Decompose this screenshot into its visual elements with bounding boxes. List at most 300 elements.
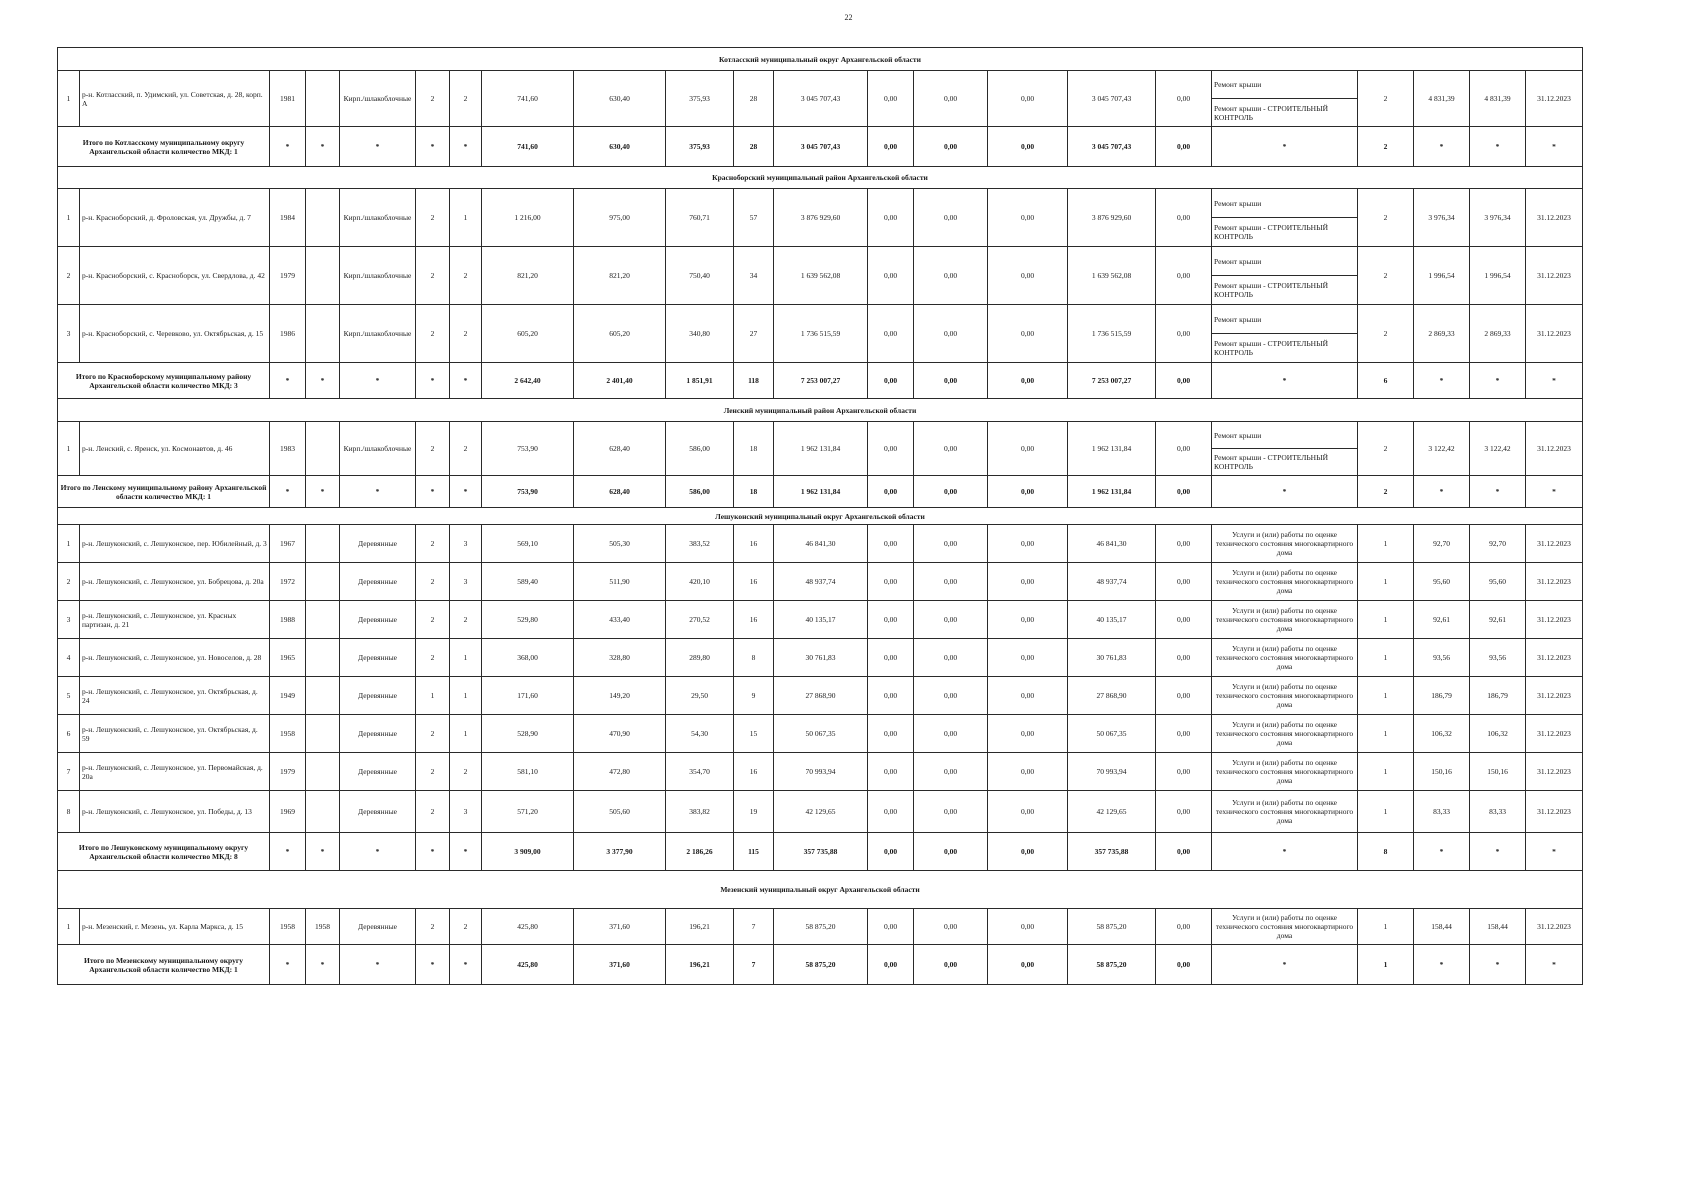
section-title: Ленский муниципальный район Архангельской области [58, 399, 1583, 422]
cell-max-cost: 158,44 [1470, 909, 1526, 945]
cell-year2 [306, 71, 340, 127]
star-cell: * [1212, 833, 1358, 871]
address-cell: р-н. Красноборский, с. Черевково, ул. Октябрьская, д. 15 [80, 305, 270, 363]
address-cell: р-н. Ленский, с. Яренск, ул. Космонавтов, д. 46 [80, 422, 270, 476]
cell-max-cost: 150,16 [1470, 753, 1526, 791]
cell-f1: 0,00 [868, 305, 914, 363]
cell-cost: 1 962 131,84 [774, 422, 868, 476]
cell-wall: Деревянные [340, 909, 416, 945]
cell-f1: 0,00 [868, 525, 914, 563]
star-cell: * [306, 127, 340, 167]
cell-own: 48 937,74 [1068, 563, 1156, 601]
star-cell: * [416, 476, 450, 508]
cell-entr: 2 [450, 305, 482, 363]
cell-total_area: 741,60 [482, 71, 574, 127]
total-f3: 0,00 [988, 127, 1068, 167]
total-total_area: 753,90 [482, 476, 574, 508]
total-f1: 0,00 [868, 363, 914, 399]
cell-year2 [306, 247, 340, 305]
works-cell [1212, 247, 1358, 305]
star-cell: * [1470, 476, 1526, 508]
star-cell: * [1470, 127, 1526, 167]
cell-cost: 40 135,17 [774, 601, 868, 639]
cell-f4: 0,00 [1156, 189, 1212, 247]
total-label: Итого по Красноборскому муниципальному району Архангельской области количество МКД: 3 [58, 363, 270, 399]
address-cell: р-н. Котласский, п. Удимский, ул. Советская, д. 28, корп. А [80, 71, 270, 127]
cell-wall: Деревянные [340, 715, 416, 753]
cell-f4: 0,00 [1156, 71, 1212, 127]
total-row [58, 363, 1583, 399]
cell-f1: 0,00 [868, 677, 914, 715]
cell-f1: 0,00 [868, 639, 914, 677]
cell-cost: 1 639 562,08 [774, 247, 868, 305]
cell-area_res: 29,50 [666, 677, 734, 715]
total-total_area: 3 909,00 [482, 833, 574, 871]
section-header-row [58, 167, 1583, 189]
cell-max-cost: 95,60 [1470, 563, 1526, 601]
star-cell: * [270, 945, 306, 985]
cell-floors: 2 [416, 601, 450, 639]
cell-unit-cost: 4 831,39 [1414, 71, 1470, 127]
star-cell: * [416, 127, 450, 167]
cell-f4: 0,00 [1156, 715, 1212, 753]
cell-f2: 0,00 [914, 639, 988, 677]
cell-wall: Кирп./шлакоблочные [340, 71, 416, 127]
cell-units: 2 [1358, 422, 1414, 476]
star-cell: * [306, 945, 340, 985]
cell-unit-cost: 3 976,34 [1414, 189, 1470, 247]
cell-total_area: 569,10 [482, 525, 574, 563]
star-cell: * [270, 476, 306, 508]
cell-cost: 30 761,83 [774, 639, 868, 677]
star-cell: * [1414, 363, 1470, 399]
works-cell [1212, 909, 1358, 945]
cell-entr: 1 [450, 677, 482, 715]
cell-f1: 0,00 [868, 753, 914, 791]
cell-own: 27 868,90 [1068, 677, 1156, 715]
row-number: 3 [58, 305, 80, 363]
work-type: Ремонт крыши - СТРОИТЕЛЬНЫЙ КОНТРОЛЬ [1212, 333, 1357, 362]
cell-date: 31.12.2023 [1526, 247, 1583, 305]
work-type: Услуги и (или) работы по оценке технического состояния многоквартирного дома [1215, 606, 1354, 633]
cell-area_res: 289,80 [666, 639, 734, 677]
cell-people: 18 [734, 422, 774, 476]
cell-f2: 0,00 [914, 305, 988, 363]
cell-entr: 2 [450, 753, 482, 791]
total-f4: 0,00 [1156, 476, 1212, 508]
cell-max-cost: 186,79 [1470, 677, 1526, 715]
cell-area_all: 511,90 [574, 563, 666, 601]
cell-f4: 0,00 [1156, 247, 1212, 305]
cell-unit-cost: 93,56 [1414, 639, 1470, 677]
section-header-row [58, 871, 1583, 909]
cell-entr: 1 [450, 189, 482, 247]
star-cell: * [1470, 945, 1526, 985]
cell-f3: 0,00 [988, 753, 1068, 791]
work-type: Услуги и (или) работы по оценке технического состояния многоквартирного дома [1215, 913, 1354, 940]
cell-max-cost: 4 831,39 [1470, 71, 1526, 127]
total-area_res: 2 186,26 [666, 833, 734, 871]
total-f2: 0,00 [914, 127, 988, 167]
star-cell: * [1414, 833, 1470, 871]
cell-units: 1 [1358, 909, 1414, 945]
cell-total_area: 589,40 [482, 563, 574, 601]
star-cell: * [416, 833, 450, 871]
cell-area_all: 470,90 [574, 715, 666, 753]
cell-year2 [306, 639, 340, 677]
cell-f3: 0,00 [988, 305, 1068, 363]
cell-year: 1983 [270, 422, 306, 476]
cell-max-cost: 3 122,42 [1470, 422, 1526, 476]
cell-date: 31.12.2023 [1526, 677, 1583, 715]
total-units: 8 [1358, 833, 1414, 871]
cell-people: 7 [734, 909, 774, 945]
cell-date: 31.12.2023 [1526, 525, 1583, 563]
cell-year2 [306, 753, 340, 791]
row-number: 5 [58, 677, 80, 715]
row-number: 4 [58, 639, 80, 677]
cell-area_res: 383,52 [666, 525, 734, 563]
work-type: Услуги и (или) работы по оценке технического состояния многоквартирного дома [1215, 758, 1354, 785]
work-type: Ремонт крыши [1214, 80, 1262, 89]
total-f4: 0,00 [1156, 127, 1212, 167]
total-total_area: 425,80 [482, 945, 574, 985]
total-total_area: 741,60 [482, 127, 574, 167]
cell-cost: 50 067,35 [774, 715, 868, 753]
cell-f2: 0,00 [914, 247, 988, 305]
total-f3: 0,00 [988, 476, 1068, 508]
cell-entr: 2 [450, 601, 482, 639]
cell-wall: Кирп./шлакоблочные [340, 422, 416, 476]
address-cell: р-н. Лешуконский, с. Лешуконское, ул. Победы, д. 13 [80, 791, 270, 833]
total-row [58, 945, 1583, 985]
star-cell: * [340, 476, 416, 508]
section-header-row [58, 399, 1583, 422]
cell-f1: 0,00 [868, 791, 914, 833]
cell-area_all: 505,30 [574, 525, 666, 563]
address-cell: р-н. Красноборский, д. Фроловская, ул. Дружбы, д. 7 [80, 189, 270, 247]
row-number: 7 [58, 753, 80, 791]
total-f2: 0,00 [914, 363, 988, 399]
total-f1: 0,00 [868, 127, 914, 167]
star-cell: * [1414, 945, 1470, 985]
total-units: 2 [1358, 127, 1414, 167]
cell-area_res: 586,00 [666, 422, 734, 476]
cell-area_all: 630,40 [574, 71, 666, 127]
star-cell: * [450, 945, 482, 985]
cell-f4: 0,00 [1156, 563, 1212, 601]
cell-year2 [306, 563, 340, 601]
cell-people: 15 [734, 715, 774, 753]
cell-f1: 0,00 [868, 189, 914, 247]
work-type: Ремонт крыши [1214, 314, 1262, 324]
total-f1: 0,00 [868, 476, 914, 508]
cell-floors: 2 [416, 753, 450, 791]
cell-units: 1 [1358, 791, 1414, 833]
cell-floors: 1 [416, 677, 450, 715]
section-title: Красноборский муниципальный район Архангельской области [58, 167, 1583, 189]
total-cost: 7 253 007,27 [774, 363, 868, 399]
works-cell [1212, 753, 1358, 791]
cell-wall: Деревянные [340, 601, 416, 639]
cell-units: 2 [1358, 71, 1414, 127]
cell-people: 28 [734, 71, 774, 127]
cell-year: 1967 [270, 525, 306, 563]
table-row [58, 563, 1583, 601]
cell-f4: 0,00 [1156, 422, 1212, 476]
works-cell [1212, 715, 1358, 753]
section-header-row [58, 48, 1583, 71]
cell-f2: 0,00 [914, 791, 988, 833]
row-number: 8 [58, 791, 80, 833]
cell-area_all: 975,00 [574, 189, 666, 247]
cell-area_res: 375,93 [666, 71, 734, 127]
table-row [58, 422, 1583, 476]
cell-total_area: 1 216,00 [482, 189, 574, 247]
cell-f1: 0,00 [868, 909, 914, 945]
total-row [58, 127, 1583, 167]
cell-f3: 0,00 [988, 677, 1068, 715]
cell-max-cost: 93,56 [1470, 639, 1526, 677]
cell-unit-cost: 186,79 [1414, 677, 1470, 715]
table-row [58, 909, 1583, 945]
address-cell: р-н. Лешуконский, с. Лешуконское, пер. Юбилейный, д. 3 [80, 525, 270, 563]
star-cell: * [270, 127, 306, 167]
row-number: 3 [58, 601, 80, 639]
total-f3: 0,00 [988, 945, 1068, 985]
total-people: 115 [734, 833, 774, 871]
cell-units: 1 [1358, 677, 1414, 715]
star-cell: * [306, 833, 340, 871]
total-area_all: 2 401,40 [574, 363, 666, 399]
total-area_res: 1 851,91 [666, 363, 734, 399]
star-cell: * [1212, 363, 1358, 399]
cell-wall: Деревянные [340, 563, 416, 601]
cell-date: 31.12.2023 [1526, 563, 1583, 601]
cell-f4: 0,00 [1156, 525, 1212, 563]
cell-unit-cost: 158,44 [1414, 909, 1470, 945]
total-area_res: 586,00 [666, 476, 734, 508]
total-f2: 0,00 [914, 833, 988, 871]
star-cell: * [450, 127, 482, 167]
cell-area_all: 628,40 [574, 422, 666, 476]
works-cell [1212, 305, 1358, 363]
cell-date: 31.12.2023 [1526, 909, 1583, 945]
cell-cost: 58 875,20 [774, 909, 868, 945]
cell-year: 1949 [270, 677, 306, 715]
cell-f2: 0,00 [914, 677, 988, 715]
cell-max-cost: 106,32 [1470, 715, 1526, 753]
capital-repair-table [57, 47, 1583, 985]
cell-unit-cost: 3 122,42 [1414, 422, 1470, 476]
cell-max-cost: 2 869,33 [1470, 305, 1526, 363]
section-title: Лешуконский муниципальный округ Архангельской области [58, 508, 1583, 525]
cell-units: 2 [1358, 247, 1414, 305]
table-row [58, 601, 1583, 639]
star-cell: * [1212, 945, 1358, 985]
star-cell: * [270, 833, 306, 871]
cell-f2: 0,00 [914, 189, 988, 247]
work-type: Услуги и (или) работы по оценке технического состояния многоквартирного дома [1215, 682, 1354, 709]
star-cell: * [1414, 476, 1470, 508]
total-row [58, 833, 1583, 871]
total-f2: 0,00 [914, 945, 988, 985]
cell-floors: 2 [416, 189, 450, 247]
cell-floors: 2 [416, 305, 450, 363]
cell-f1: 0,00 [868, 563, 914, 601]
cell-date: 31.12.2023 [1526, 601, 1583, 639]
cell-date: 31.12.2023 [1526, 305, 1583, 363]
cell-floors: 2 [416, 563, 450, 601]
table-body [58, 48, 1583, 985]
cell-floors: 2 [416, 791, 450, 833]
cell-people: 16 [734, 525, 774, 563]
work-type: Ремонт крыши - СТРОИТЕЛЬНЫЙ КОНТРОЛЬ [1212, 275, 1357, 304]
cell-area_all: 433,40 [574, 601, 666, 639]
cell-cost: 70 993,94 [774, 753, 868, 791]
cell-unit-cost: 150,16 [1414, 753, 1470, 791]
table-row [58, 753, 1583, 791]
total-f3: 0,00 [988, 833, 1068, 871]
cell-entr: 2 [450, 909, 482, 945]
cell-units: 2 [1358, 305, 1414, 363]
cell-f3: 0,00 [988, 525, 1068, 563]
row-number: 1 [58, 909, 80, 945]
row-number: 1 [58, 525, 80, 563]
total-f4: 0,00 [1156, 363, 1212, 399]
cell-f1: 0,00 [868, 715, 914, 753]
cell-people: 16 [734, 563, 774, 601]
cell-cost: 48 937,74 [774, 563, 868, 601]
cell-year2 [306, 677, 340, 715]
cell-area_res: 760,71 [666, 189, 734, 247]
cell-wall: Деревянные [340, 677, 416, 715]
star-cell: * [416, 363, 450, 399]
cell-units: 1 [1358, 601, 1414, 639]
cell-wall: Деревянные [340, 639, 416, 677]
cell-f3: 0,00 [988, 247, 1068, 305]
cell-area_all: 472,80 [574, 753, 666, 791]
cell-f3: 0,00 [988, 422, 1068, 476]
star-cell: * [1414, 127, 1470, 167]
total-area_all: 3 377,90 [574, 833, 666, 871]
total-f4: 0,00 [1156, 945, 1212, 985]
total-units: 2 [1358, 476, 1414, 508]
table-row [58, 715, 1583, 753]
total-area_all: 371,60 [574, 945, 666, 985]
star-cell: * [1526, 945, 1583, 985]
total-area_all: 630,40 [574, 127, 666, 167]
star-cell: * [340, 127, 416, 167]
star-cell: * [306, 363, 340, 399]
cell-entr: 3 [450, 525, 482, 563]
work-type: Ремонт крыши [1214, 430, 1262, 440]
cell-f2: 0,00 [914, 525, 988, 563]
total-f3: 0,00 [988, 363, 1068, 399]
cell-year: 1958 [270, 909, 306, 945]
address-cell: р-н. Лешуконский, с. Лешуконское, ул. Первомайская, д. 20а [80, 753, 270, 791]
cell-f2: 0,00 [914, 601, 988, 639]
cell-total_area: 821,20 [482, 247, 574, 305]
cell-unit-cost: 2 869,33 [1414, 305, 1470, 363]
cell-units: 1 [1358, 715, 1414, 753]
cell-area_all: 505,60 [574, 791, 666, 833]
table-row [58, 639, 1583, 677]
star-cell: * [1470, 833, 1526, 871]
cell-max-cost: 92,70 [1470, 525, 1526, 563]
cell-total_area: 171,60 [482, 677, 574, 715]
star-cell: * [416, 945, 450, 985]
cell-date: 31.12.2023 [1526, 639, 1583, 677]
total-label: Итого по Ленскому муниципальному району Архангельской области количество МКД: 1 [58, 476, 270, 508]
cell-f3: 0,00 [988, 71, 1068, 127]
table-row [58, 791, 1583, 833]
cell-f3: 0,00 [988, 909, 1068, 945]
work-type: Ремонт крыши - СТРОИТЕЛЬНЫЙ КОНТРОЛЬ [1212, 448, 1357, 475]
cell-year: 1979 [270, 753, 306, 791]
cell-total_area: 581,10 [482, 753, 574, 791]
cell-year2 [306, 189, 340, 247]
cell-wall: Кирп./шлакоблочные [340, 305, 416, 363]
total-own: 58 875,20 [1068, 945, 1156, 985]
cell-area_res: 270,52 [666, 601, 734, 639]
cell-wall: Деревянные [340, 525, 416, 563]
cell-unit-cost: 92,70 [1414, 525, 1470, 563]
cell-f3: 0,00 [988, 601, 1068, 639]
cell-year: 1986 [270, 305, 306, 363]
cell-own: 58 875,20 [1068, 909, 1156, 945]
cell-f1: 0,00 [868, 601, 914, 639]
total-label: Итого по Лешуконскому муниципальному округу Архангельской области количество МКД: 8 [58, 833, 270, 871]
total-area_res: 196,21 [666, 945, 734, 985]
cell-area_all: 149,20 [574, 677, 666, 715]
table-row [58, 305, 1583, 363]
cell-own: 46 841,30 [1068, 525, 1156, 563]
works-cell [1212, 601, 1358, 639]
total-f1: 0,00 [868, 833, 914, 871]
cell-area_res: 54,30 [666, 715, 734, 753]
cell-floors: 2 [416, 71, 450, 127]
cell-wall: Деревянные [340, 791, 416, 833]
cell-entr: 1 [450, 639, 482, 677]
total-total_area: 2 642,40 [482, 363, 574, 399]
cell-own: 3 876 929,60 [1068, 189, 1156, 247]
cell-floors: 2 [416, 247, 450, 305]
cell-f2: 0,00 [914, 753, 988, 791]
cell-total_area: 425,80 [482, 909, 574, 945]
star-cell: * [1526, 833, 1583, 871]
cell-year: 1958 [270, 715, 306, 753]
total-people: 7 [734, 945, 774, 985]
cell-date: 31.12.2023 [1526, 791, 1583, 833]
total-people: 118 [734, 363, 774, 399]
works-cell [1212, 677, 1358, 715]
cell-max-cost: 83,33 [1470, 791, 1526, 833]
cell-cost: 27 868,90 [774, 677, 868, 715]
cell-cost: 42 129,65 [774, 791, 868, 833]
works-cell [1212, 525, 1358, 563]
cell-total_area: 753,90 [482, 422, 574, 476]
total-units: 6 [1358, 363, 1414, 399]
cell-own: 1 962 131,84 [1068, 422, 1156, 476]
cell-year: 1965 [270, 639, 306, 677]
star-cell: * [450, 476, 482, 508]
cell-f4: 0,00 [1156, 677, 1212, 715]
cell-entr: 3 [450, 563, 482, 601]
cell-year2 [306, 791, 340, 833]
cell-area_all: 821,20 [574, 247, 666, 305]
works-cell [1212, 639, 1358, 677]
